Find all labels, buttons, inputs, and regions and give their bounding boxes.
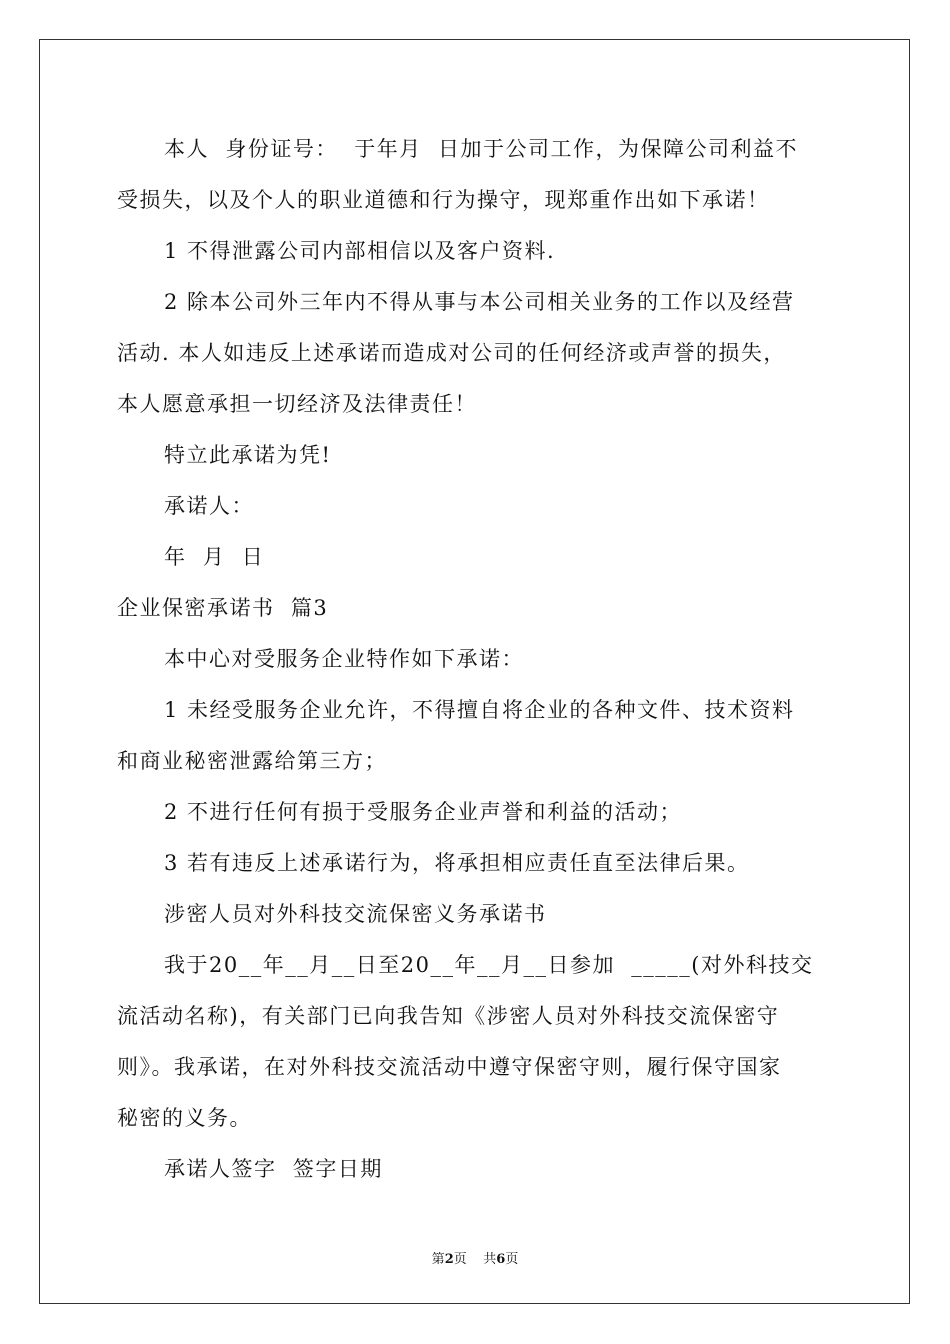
page-suffix: 页	[505, 1252, 519, 1267]
paragraph-line: 活动. 本人如违反上述承诺而造成对公司的任何经济或声誉的损失，	[117, 341, 786, 365]
paragraph-line: 2 除本公司外三年内不得从事与本公司相关业务的工作以及经营	[164, 290, 795, 314]
paragraph-line: 受损失，以及个人的职业道德和行为操守，现郑重作出如下承诺！	[117, 188, 770, 212]
paragraph-line: 3 若有违反上述承诺行为，将承担相应责任直至法律后果。	[164, 851, 750, 875]
paragraph-line: 2 不进行任何有损于受服务企业声誉和利益的活动；	[164, 800, 683, 824]
date-label: 年 月 日	[164, 545, 265, 569]
paragraph-line: 我于20__年__月__日至20__年__月__日参加 _____(对外科技交	[164, 953, 814, 977]
page-number	[0, 1248, 950, 1267]
paragraph-line: 1 未经受服务企业允许，不得擅自将企业的各种文件、技术资料	[164, 698, 795, 722]
paragraph-line: 和商业秘密泄露给第三方；	[117, 749, 387, 773]
paragraph-line: 秘密的义务。	[117, 1106, 252, 1130]
section-heading: 涉密人员对外科技交流保密义务承诺书	[164, 902, 547, 926]
paragraph-line: 特立此承诺为凭!	[164, 443, 332, 467]
paragraph-line: 1 不得泄露公司内部相信以及客户资料.	[164, 239, 556, 263]
paragraph-line: 本中心对受服务企业特作如下承诺：	[164, 647, 524, 671]
page-prefix: 第	[431, 1252, 445, 1267]
current-page: 2	[444, 1252, 454, 1267]
paragraph-line: 本人 身份证号： 于年月 日加于公司工作，为保障公司利益不	[164, 137, 799, 161]
section-heading: 企业保密承诺书 篇3	[117, 596, 329, 620]
paragraph-line: 流活动名称)，有关部门已向我告知《涉密人员对外科技交流保密守	[117, 1004, 780, 1028]
document-body	[117, 124, 837, 1195]
total-pages: 6	[496, 1252, 506, 1267]
paragraph-line: 本人愿意承担一切经济及法律责任！	[117, 392, 477, 416]
page-mid: 页 共	[453, 1252, 497, 1267]
paragraph-line: 则》。我承诺，在对外科技交流活动中遵守保密守则，履行保守国家	[117, 1055, 782, 1079]
signature-line: 承诺人签字 签字日期	[164, 1157, 383, 1181]
signature-label: 承诺人：	[164, 494, 254, 518]
